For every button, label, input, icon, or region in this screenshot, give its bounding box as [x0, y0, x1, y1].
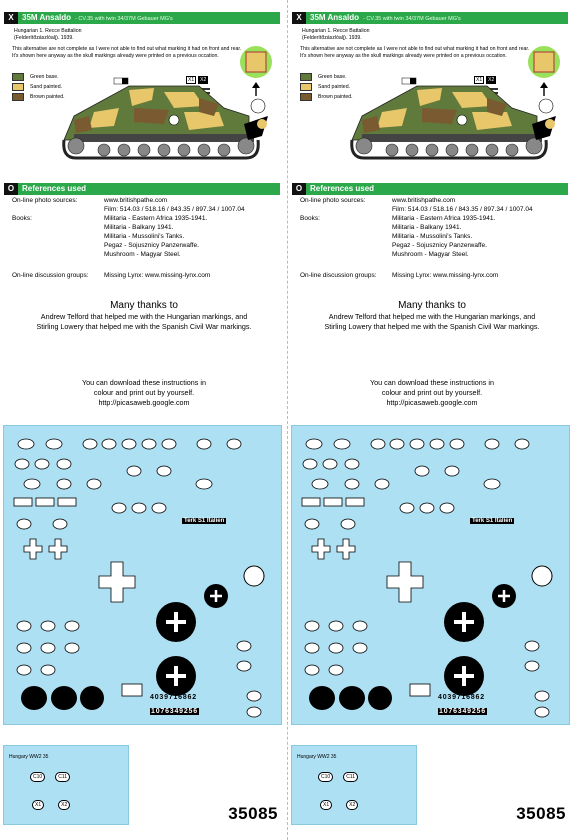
decal-number-strip-2: 1076349256: [151, 708, 198, 715]
decal-sheet: [291, 425, 570, 725]
decal-sheet-art: [292, 426, 569, 724]
decal-number-strip-1: 4039716862: [438, 694, 485, 701]
model-header: [4, 12, 280, 24]
iron-cross-icons: [156, 566, 264, 696]
table-row: Pegaz - Sojusznicy Panzerwaffe.: [104, 242, 199, 249]
model-header: [292, 12, 568, 24]
download-line-2: colour and print out by yourself.: [381, 388, 483, 397]
references-title: References used: [22, 184, 87, 193]
table-row: On-line photo sources: www.britishpathe.com: [12, 197, 168, 204]
table-row: Books: Militaria - Eastern Africa 1935-1941.: [300, 215, 496, 222]
model-subtitle: - CV.35 with twin 34/37M Gebauer MG's: [75, 16, 173, 22]
decal-text-strip: Terk S1 Italien: [184, 518, 225, 524]
download-line-1: You can download these instructions in: [369, 378, 494, 387]
small-skull-icon: [539, 99, 553, 113]
mark-x2: X2: [488, 77, 495, 83]
decal-sheet-art: [4, 426, 281, 724]
sheet-caption: Hungary WW2 35: [297, 754, 337, 760]
coat-of-arms-icon: [534, 52, 554, 72]
section-tag: O: [292, 183, 306, 195]
number-23-decals: [309, 686, 392, 710]
arrow-up-icon: [540, 82, 548, 88]
references-title: References used: [310, 184, 375, 193]
section-tag: O: [4, 183, 18, 195]
table-row: Books: Militaria - Eastern Africa 1935-1941.: [12, 215, 208, 222]
download-line-2: colour and print out by yourself.: [93, 388, 195, 397]
references-header: [4, 183, 280, 195]
arrow-up-icon: [252, 82, 260, 88]
coat-of-arms-icon: [246, 52, 266, 72]
table-row: Militaria - Balkany 1941.: [392, 224, 462, 231]
table-row: Militaria - Mussolini's Tanks.: [104, 233, 185, 240]
legend-item: Brown painted.: [300, 92, 353, 102]
unit-line-2: (Felderítőzászlóalj). 1939.: [14, 34, 74, 41]
mark-callout: [108, 76, 168, 96]
note-line-1: This alternative are not complete as I were not able to find out what marking it had on front and rear.: [12, 46, 242, 52]
number-23-decals: [21, 686, 104, 710]
product-code: 35085: [228, 804, 278, 823]
iron-cross-icons: [444, 566, 552, 696]
sand-swatch: [300, 83, 312, 91]
mark-x1: X1: [188, 77, 195, 83]
sheet-labels-bottom: X1 X2: [32, 800, 70, 810]
thanks-line-2: Stirling Lowery that helped me with the Spanish Civil War markings.: [324, 322, 540, 331]
table-row: Film: 514.03 / 518.16 / 843.35 / 897.34 / 1007.04: [392, 206, 533, 213]
section-tag: X: [292, 12, 306, 24]
section-tag: X: [4, 12, 18, 24]
decal-number-strip-2: 1076349256: [439, 708, 486, 715]
note-line-2: It's shown here anyway as the skull markings already were printed on a previous occation.: [12, 52, 219, 59]
download-url: http://picasaweb.google.com: [386, 398, 478, 407]
thanks-heading: Many thanks to: [110, 300, 178, 311]
mark-labels: [186, 76, 208, 84]
thanks-line-1: Andrew Telford that helped me with the Hungarian markings, and: [40, 312, 248, 321]
sheet-labels-top: C10 C11: [318, 772, 358, 782]
sheet-labels-top: C10 C11: [30, 772, 70, 782]
green-swatch: [12, 73, 24, 81]
legend-item: Green base.: [300, 72, 353, 82]
model-title: 35M Ansaldo: [310, 13, 360, 22]
table-row: Mushroom - Magyar Steel.: [392, 251, 469, 258]
decal-sheet: [3, 425, 282, 725]
skull-marking: [169, 115, 179, 125]
brown-swatch: [12, 93, 24, 101]
thanks-block: [288, 300, 576, 332]
table-row: Film: 514.03 / 518.16 / 843.35 / 897.34 / 1007.04: [104, 206, 245, 213]
decal-text-strip: Terk S1 Italien: [472, 518, 513, 524]
product-code: 35085: [516, 804, 566, 823]
skull-emblems: [520, 44, 568, 154]
legend-item: Brown painted.: [12, 92, 65, 102]
mark-callout: [396, 76, 456, 96]
table-row: Militaria - Mussolini's Tanks.: [392, 233, 473, 240]
unit-line-2: (Felderítőzászlóalj). 1939.: [302, 34, 362, 41]
download-block: [0, 378, 288, 408]
decal-sheet-small: [3, 745, 129, 825]
model-subtitle: - CV.35 with twin 34/37M Gebauer MG's: [363, 16, 461, 22]
legend-item: Sand painted.: [12, 82, 65, 92]
thanks-line-1: Andrew Telford that helped me with the Hungarian markings, and: [328, 312, 536, 321]
thanks-line-2: Stirling Lowery that helped me with the Spanish Civil War markings.: [36, 322, 252, 331]
sand-swatch: [12, 83, 24, 91]
thanks-block: [0, 300, 288, 332]
download-url: http://picasaweb.google.com: [98, 398, 190, 407]
skull-emblems: [232, 44, 280, 154]
references-header: [292, 183, 568, 195]
mark-x2: X2: [200, 77, 207, 83]
mark-x1: X1: [476, 77, 483, 83]
note-line-2: It's shown here anyway as the skull markings already were printed on a previous occation.: [300, 52, 507, 59]
mark-labels: [474, 76, 496, 84]
sheet-caption: Hungary WW2 35: [9, 754, 49, 760]
table-row: Militaria - Balkany 1941.: [104, 224, 174, 231]
table-row: Mushroom - Magyar Steel.: [104, 251, 181, 258]
balkan-cross-icons: [24, 539, 135, 602]
green-swatch: [300, 73, 312, 81]
decal-number-strip-1: 4039716862: [150, 694, 197, 701]
unit-line-1: Hungarian 1. Recce Battalion: [302, 28, 370, 34]
download-line-1: You can download these instructions in: [81, 378, 206, 387]
unit-text: [14, 28, 81, 41]
decal-sheet-small: [291, 745, 417, 825]
table-row: Pegaz - Sojusznicy Panzerwaffe.: [392, 242, 487, 249]
download-block: [288, 378, 576, 408]
legend-item: Sand painted.: [300, 82, 353, 92]
table-row: On-line discussion groups: Missing Lynx: www.missing-lynx.com: [300, 272, 499, 279]
balkan-cross-icons: [312, 539, 423, 602]
table-row: On-line photo sources: www.britishpathe.com: [300, 197, 456, 204]
table-row: On-line discussion groups: Missing Lynx: www.missing-lynx.com: [12, 272, 211, 279]
unit-text: [302, 28, 369, 41]
references-table: [12, 196, 245, 280]
small-skull-icon: [251, 99, 265, 113]
references-table: [300, 196, 533, 280]
legend-item: Green base.: [12, 72, 65, 82]
skull-marking: [457, 115, 467, 125]
sheet-labels-bottom: X1 X2: [320, 800, 358, 810]
instruction-copy-right: [288, 0, 576, 840]
model-title: 35M Ansaldo: [22, 13, 72, 22]
note-line-1: This alternative are not complete as I were not able to find out what marking it had on front and rear.: [300, 46, 530, 52]
unit-line-1: Hungarian 1. Recce Battalion: [14, 28, 82, 34]
thanks-heading: Many thanks to: [398, 300, 466, 311]
brown-swatch: [300, 93, 312, 101]
